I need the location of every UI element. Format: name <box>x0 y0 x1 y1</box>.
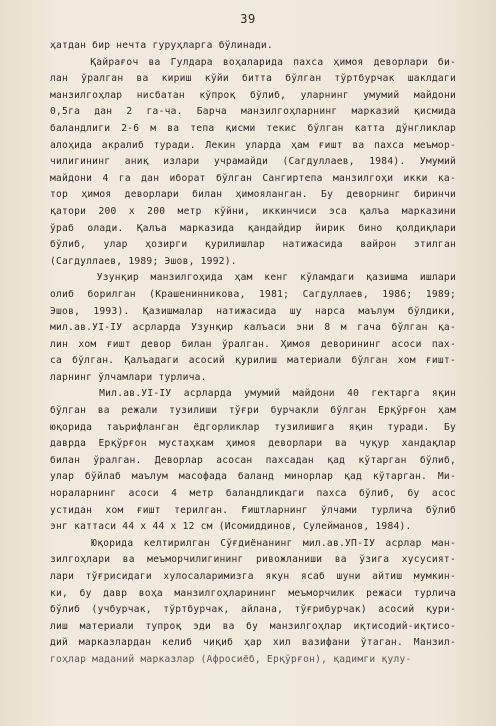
text-line: бўлиб (учбурчак, тўртбурчак, айлана, тўғрибурчак) асосий қури- <box>50 604 456 616</box>
text-line: Эшов, 1993). Қазишмалар натижасида шу нарса маълум бўлдики, <box>50 305 456 317</box>
text-line: улар бўйлаб маълум масофада баланд минорлар қад кўтарган. Ми- <box>50 471 456 483</box>
text-line: баландлиги 2-6 м ва тепа қисми текис бўлган катта дўнгликлар <box>50 122 456 134</box>
text-line: юқорида таърифланган ёдгорликлар тузилишига яқин туради. Бу <box>50 421 456 433</box>
text-line: зилгоҳлари ва меъморчилигининг ривожланиши ва ўзига хусусият- <box>50 554 456 566</box>
text-line: са бўлган. Қалъадаги асосий қурилиш материали бўлган хом ғишт- <box>50 355 456 367</box>
text-line: устидан хом ғишт терилган. Ғиштларнинг ўлчами турлича бўлиб <box>50 504 456 516</box>
text-line: билан ўралган. Деворлар асосан пахсадан қад кўтарган бўлиб, <box>50 454 456 466</box>
text-line: алоҳида акралиб туради. Лекин уларда ҳам ғишт ва пахса меъмор- <box>50 139 456 151</box>
text-line: ҳатдан бир нечта гуруҳларга бўлинади. <box>50 40 273 51</box>
text-line: олиб борилган (Крашенинникова, 1981; Сагдуллаев, 1986; 1989; <box>50 288 456 300</box>
text-line: ўраб олади. Қалъа марказида қандайдир йирик бино қолдиқлари <box>50 222 456 234</box>
text-line: дий марказлардан келиб чиқиб ҳар хил вазифани ўтаган. Манзил- <box>50 637 456 649</box>
text-line: Юқорида келтирилган Сўғдиёнанинг мил.ав.УП-IУ асрлар ман- <box>50 537 456 549</box>
text-line: лин хом ғишт девор билан ўралган. Ҳимоя деворининг асоси пах- <box>50 338 456 350</box>
text-line: Узунқир манзилгоҳида ҳам кенг кўламдаги қазишма ишлари <box>50 272 456 284</box>
text-line: бўлган ва режали тузилиши тўғри бурчакли бўлган Ерқўрғон ҳам <box>50 405 456 417</box>
text-line: ларнинг ўлчамлари турлича. <box>50 371 207 383</box>
text-line: қатори 200 х 200 метр кўйни, иккинчиси эса қалъа марказини <box>50 205 456 217</box>
text-line: бўлиб, улар ҳозирги қурилишлар натижасида вайрон этилган <box>50 239 456 251</box>
text-line: (Сагдуллаев, 1989; Эшов, 1992). <box>50 255 237 267</box>
text-line: даврда Ерқўрғон мустаҳкам ҳимоя деворлари ва чуқур хандақлар <box>50 438 456 450</box>
text-line: энг каттаси 44 х 44 х 12 см (Исомиддинов, Сулейманов, 1984). <box>50 521 412 533</box>
text-line: тор ҳимоя деворлари билан ҳимояланган. Бу деворнинг биринчи <box>50 189 456 201</box>
text-line: ки, бу давр воҳа манзилгоҳларининг меъморчилик режаси турлича <box>50 587 456 599</box>
text-line: мил.ав.УI-IУ асрларда Узунқир калъаси эни 8 м гача бўлган қа- <box>50 322 456 334</box>
text-line: лан ўралган ва кириш кўйи битта бўлган тўртбурчак шаклдаги <box>50 73 456 85</box>
text-line: 0,5га дан 2 га-ча. Барча манзилгоҳларнинг марказий қисмида <box>50 106 456 118</box>
text-line: гоҳлар маданий марказлар (Афросиёб, Ерқўрғон), қадимги қулу- <box>50 653 412 665</box>
text-line: Мил.ав.УI-IУ асрларда умумий майдони 40 гектарга яқин <box>50 388 456 400</box>
text-line: манзилгоҳлар нисбатан кўпроқ бўлиб, уларнинг умумий майдони <box>50 89 456 101</box>
text-line: майдони 4 га дан иборат бўлган Сангиртепа манзилгоҳи икки ка- <box>50 172 456 184</box>
text-line: Қайрағоч ва Гулдара воҳаларида пахса ҳимоя деворлари би- <box>50 56 456 68</box>
text-line: чилигининг аниқ излари учрамайди (Сагдуллаев, 1984). Умумий <box>50 156 456 168</box>
text-line: ноpаларнинг асоси 4 метр баландликдаги пахса бўлиб, бу асос <box>50 488 456 500</box>
page-number: 39 <box>240 12 256 26</box>
body-text <box>50 38 456 669</box>
text-line: лари тўғрисидаги хулосаларимизга якун ясаб шуни айтиш мумкин- <box>50 571 456 582</box>
text-line: лиш материали тупроқ эди ва бу манзилгоҳлар иқтисодий-иқтисо- <box>50 620 456 632</box>
